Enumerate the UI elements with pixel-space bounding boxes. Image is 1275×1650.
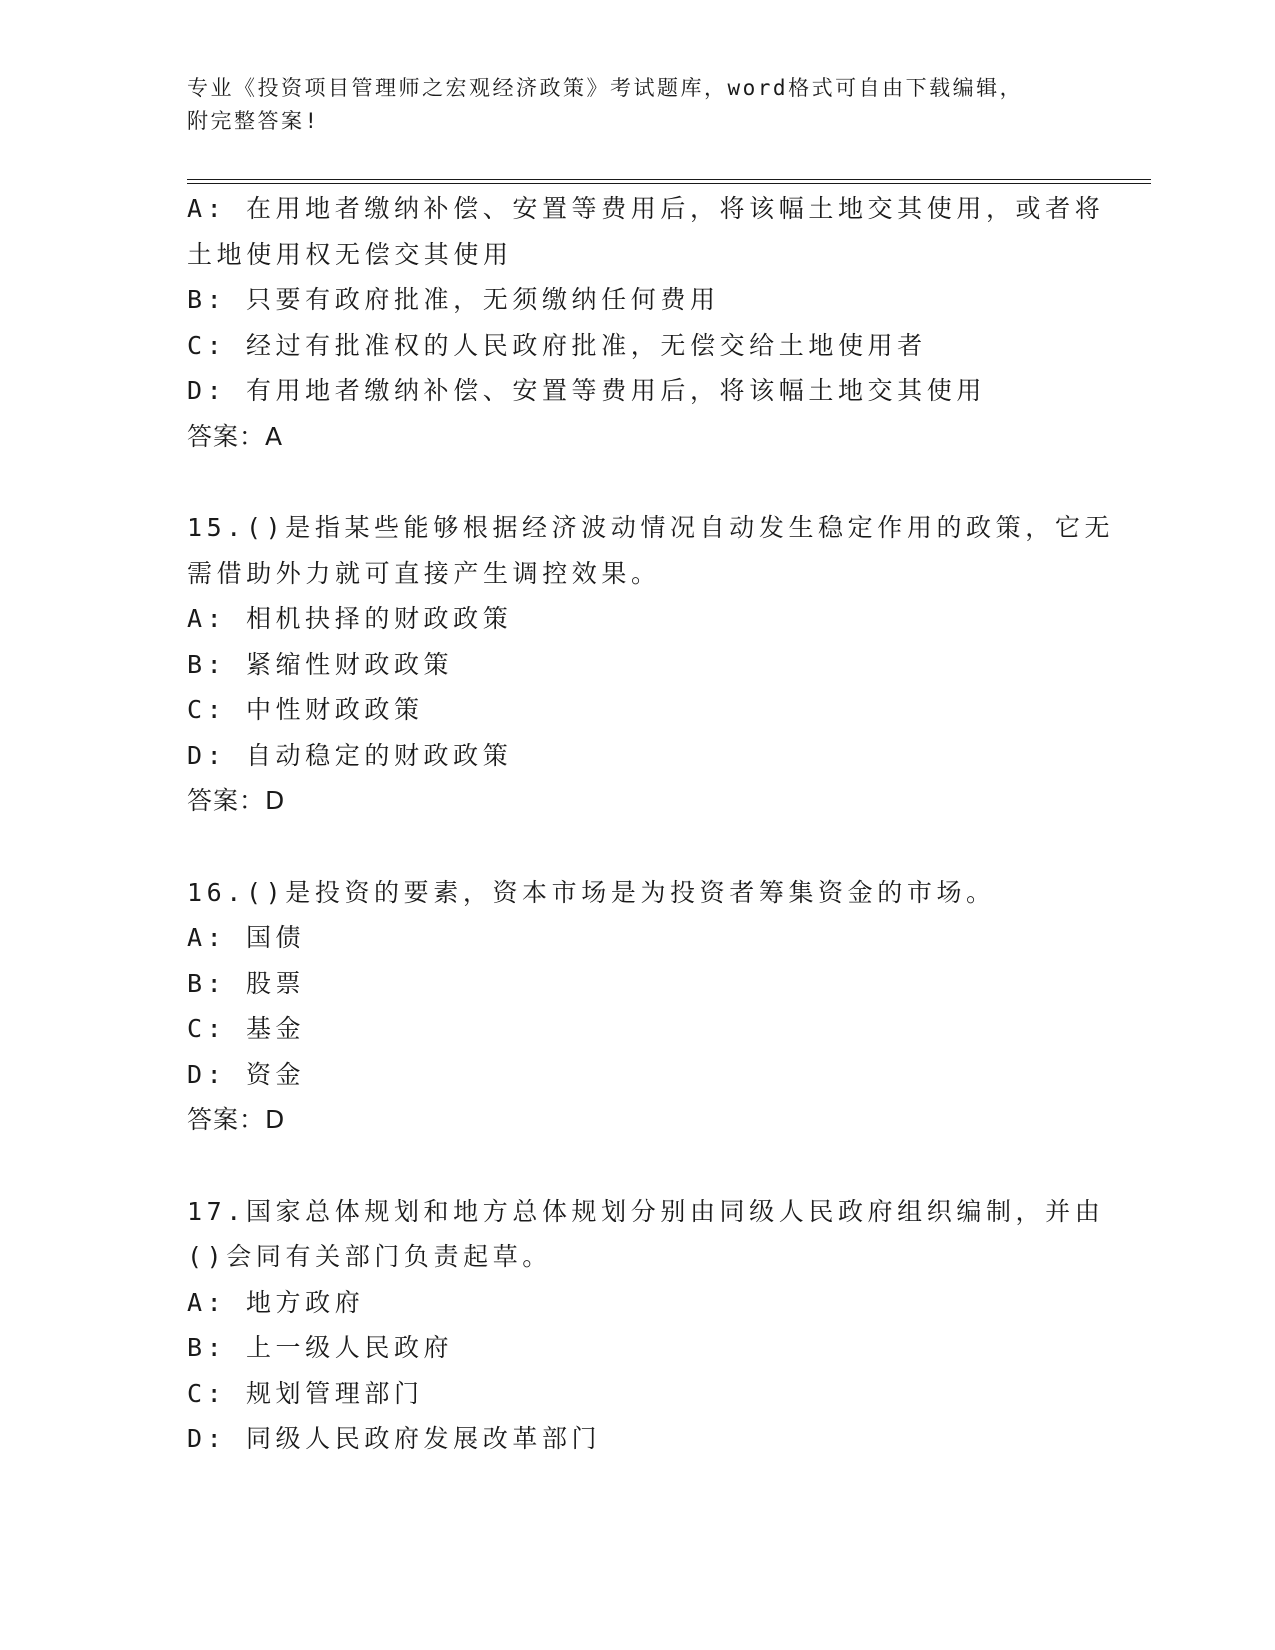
question-stem-line-1: 17.国家总体规划和地方总体规划分别由同级人民政府组织编制，并由 [187, 1196, 1105, 1226]
option-b: B: 股票 [187, 968, 306, 998]
question-16 [187, 870, 1087, 1143]
question-spacer [187, 1143, 1087, 1189]
question-list [187, 186, 1115, 1462]
answer-line: 答案：D [187, 786, 286, 815]
question-15 [187, 505, 1115, 824]
option-a-line-2: 土地使用权无偿交其使用 [187, 239, 513, 269]
option-c: C: 经过有批准权的人民政府批准，无偿交给土地使用者 [187, 330, 927, 360]
option-b: B: 紧缩性财政政策 [187, 649, 454, 679]
option-a: A: 相机抉择的财政政策 [187, 604, 513, 633]
option-c: C: 规划管理部门 [187, 1378, 424, 1408]
question-14 [187, 186, 1105, 459]
question-spacer [187, 824, 1087, 870]
header-rule-bottom [187, 183, 1151, 184]
option-d: D: 同级人民政府发展改革部门 [187, 1424, 602, 1453]
question-spacer [187, 459, 1087, 505]
header-title-line-1: 专业《投资项目管理师之宏观经济政策》考试题库，word格式可自由下载编辑， [187, 76, 1024, 100]
answer-line: 答案：D [187, 1105, 286, 1134]
question-stem-line-1: 16.()是投资的要素，资本市场是为投资者筹集资金的市场。 [187, 877, 996, 907]
option-a-line-1: A: 在用地者缴纳补偿、安置等费用后，将该幅土地交其使用，或者将 [187, 194, 1105, 223]
question-17 [187, 1189, 1105, 1462]
header-rule-top [187, 179, 1151, 180]
option-d: D: 有用地者缴纳补偿、安置等费用后，将该幅土地交其使用 [187, 376, 986, 405]
answer-line: 答案：A [187, 421, 284, 451]
option-d: D: 自动稳定的财政政策 [187, 740, 513, 770]
option-a: A: 国债 [187, 923, 306, 952]
option-c: C: 基金 [187, 1014, 306, 1043]
document-header [187, 72, 1087, 138]
question-stem-line-1: 15.()是指某些能够根据经济波动情况自动发生稳定作用的政策，它无 [187, 513, 1115, 542]
option-b: B: 上一级人民政府 [187, 1333, 454, 1362]
option-a: A: 地方政府 [187, 1287, 365, 1317]
header-title-line-2: 附完整答案! [187, 109, 320, 133]
option-d: D: 资金 [187, 1059, 306, 1089]
question-stem-line-2: 需借助外力就可直接产生调控效果。 [187, 558, 661, 588]
question-stem-line-2: ()会同有关部门负责起草。 [187, 1242, 552, 1271]
option-b: B: 只要有政府批准，无须缴纳任何费用 [187, 285, 720, 314]
option-c: C: 中性财政政策 [187, 695, 424, 724]
